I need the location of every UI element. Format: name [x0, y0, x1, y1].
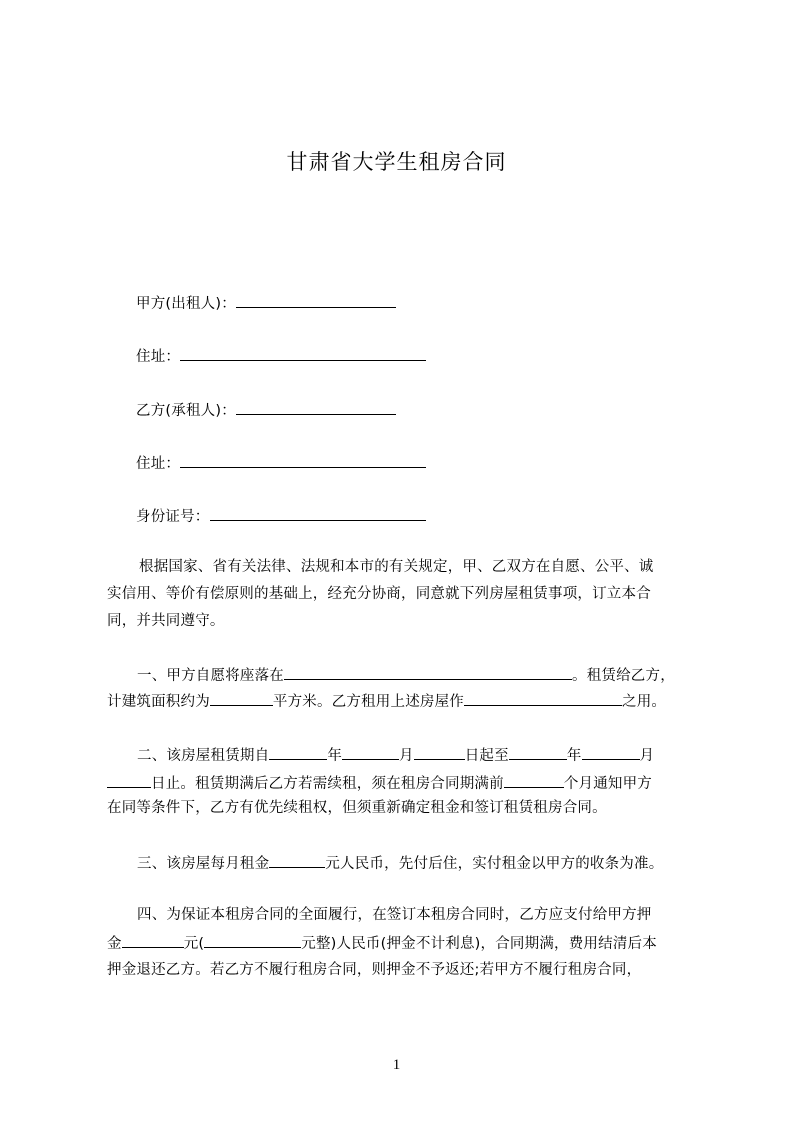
clause-2-year-label-2: 年 [566, 748, 582, 764]
clause-2-line-2 [107, 772, 652, 794]
party-b-blank[interactable] [236, 399, 396, 415]
clause-1-line-1 [137, 664, 675, 686]
clause-4-yuan-label: 元( [183, 936, 205, 952]
intro-line-3: 同，并共同遵守。 [107, 613, 225, 629]
clause-2-line-3: 在同等条件下，乙方有优先续租权，但须重新确定租金和签订租赁租房合同。 [107, 800, 607, 816]
clause-2-year-label: 年 [327, 748, 343, 764]
party-a-line [136, 292, 396, 314]
intro-line-2: 实信用、等价有偿原则的基础上，经充分协商，同意就下列房屋租赁事项，订立本合 [107, 586, 651, 602]
document-title: 甘肃省大学生租房合同 [286, 150, 507, 174]
clause-2-end-month-blank[interactable] [582, 744, 640, 760]
clause-1-location-label: 一、甲方自愿将座落在 [137, 668, 284, 684]
clause-2-from-label: 日起至 [464, 748, 509, 764]
clause-3-rent-text: 元人民币，先付后住，实付租金以甲方的收条为准。 [325, 856, 664, 872]
page-number: 1 [392, 1057, 401, 1073]
clause-1-use-label: 平方米。乙方租用上述房屋作 [272, 694, 465, 710]
clause-2-renewal-text: 日止。租赁期满后乙方若需续租，须在租房合同期满前 [151, 776, 504, 792]
clause-4-line-1: 四、为保证本租房合同的全面履行，在签订本租房合同时，乙方应支付给甲方押 [137, 907, 652, 923]
clause-3-rent-label: 三、该房屋每月租金 [137, 856, 270, 872]
clause-2-notice-text: 个月通知甲方 [563, 776, 653, 792]
address-a-blank[interactable] [180, 345, 426, 361]
clause-2-end-year-blank[interactable] [509, 744, 567, 760]
clause-4-line-3: 押金退还乙方。若乙方不履行租房合同，则押金不予返还;若甲方不履行租房合同， [107, 962, 642, 978]
address-a-label: 住址： [136, 349, 181, 365]
clause-1-line-2 [107, 690, 666, 712]
address-b-line [136, 452, 426, 474]
id-number-label: 身份证号： [136, 509, 210, 525]
clause-2-start-month-blank[interactable] [342, 744, 399, 760]
address-a-line [136, 345, 426, 367]
intro-line-1: 根据国家、省有关法律、法规和本市的有关规定，甲、乙双方在自愿、公平、诚 [139, 559, 654, 575]
clause-1-location-blank[interactable] [284, 664, 572, 680]
address-b-label: 住址： [136, 456, 181, 472]
clause-2-month-label: 月 [399, 748, 414, 764]
clause-1-use-end: 之用。 [622, 694, 667, 710]
clause-2-notice-months-blank[interactable] [504, 772, 564, 788]
party-b-line [136, 399, 396, 421]
clause-4-deposit-label: 金 [107, 936, 122, 952]
clause-2-start-year-blank[interactable] [269, 744, 327, 760]
clause-2-month-label-2: 月 [639, 748, 655, 764]
clause-4-deposit-words-blank[interactable] [204, 932, 301, 948]
id-number-blank[interactable] [210, 505, 426, 521]
clause-2-end-day-blank[interactable] [107, 772, 151, 788]
clause-3-line [137, 852, 663, 874]
clause-1-use-blank[interactable] [464, 690, 622, 706]
clause-2-line-1 [137, 744, 654, 766]
party-b-label: 乙方(承租人)： [136, 403, 236, 419]
clause-2-start-label: 二、该房屋租赁期自 [137, 748, 270, 764]
address-b-blank[interactable] [180, 452, 426, 468]
clause-1-area-blank[interactable] [210, 690, 273, 706]
party-a-label: 甲方(出租人)： [136, 296, 236, 312]
clause-4-deposit-blank[interactable] [122, 932, 184, 948]
id-number-line [136, 505, 426, 527]
clause-4-deposit-text: 元整)人民币(押金不计利息)，合同期满，费用结清后本 [301, 936, 657, 952]
clause-1-lease-to-b: 。租赁给乙方， [572, 668, 675, 684]
clause-4-line-2 [107, 932, 657, 954]
clause-3-rent-blank[interactable] [269, 852, 325, 868]
clause-1-area-label: 计建筑面积约为 [107, 694, 210, 710]
party-a-blank[interactable] [236, 292, 396, 308]
clause-2-start-day-blank[interactable] [414, 744, 465, 760]
